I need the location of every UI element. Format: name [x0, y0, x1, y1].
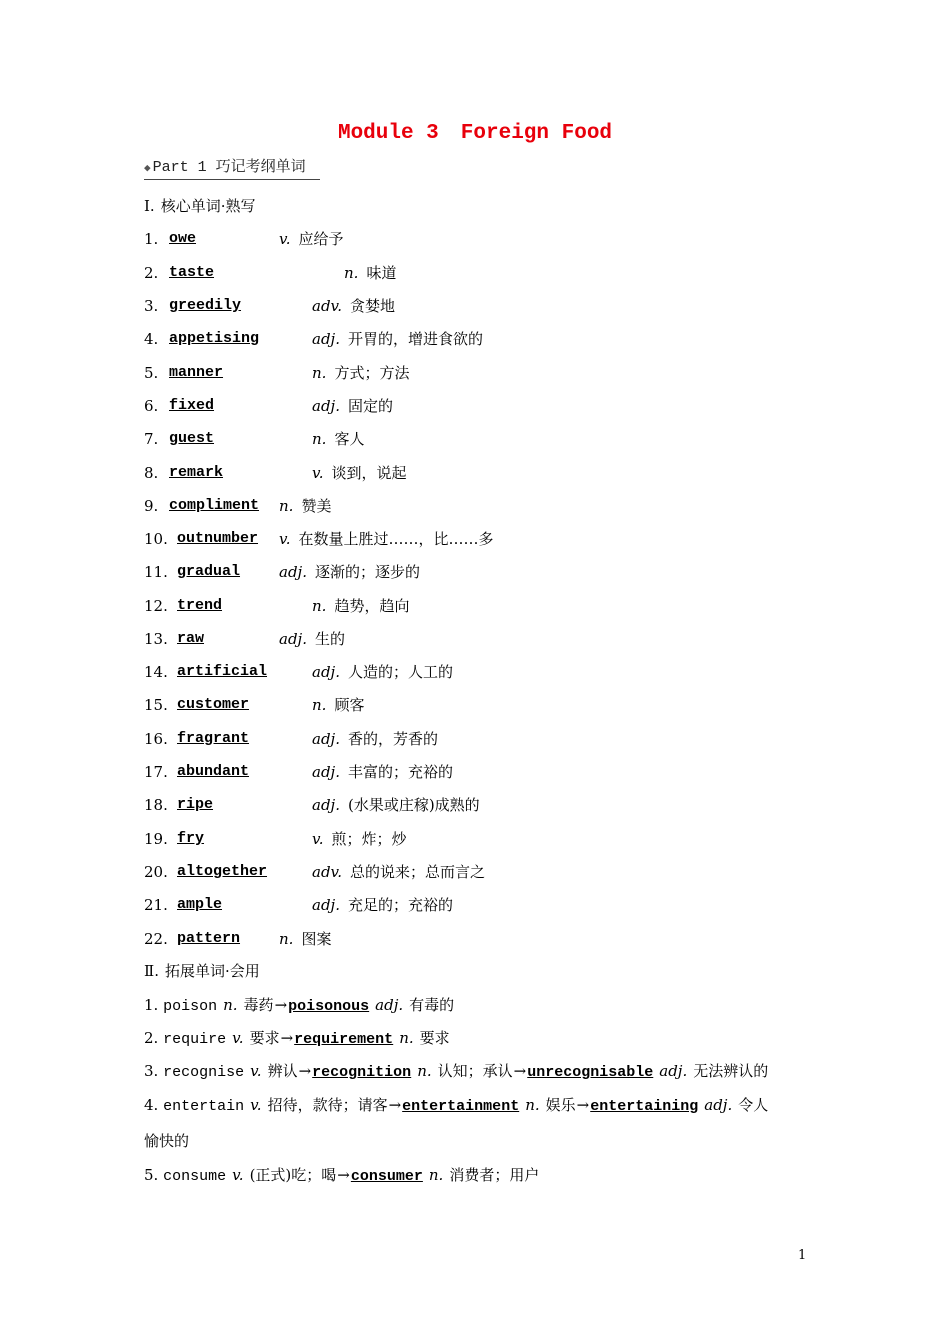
- answer-word: owe: [169, 230, 197, 247]
- arrow-icon: →: [513, 1062, 527, 1080]
- answer-word: altogether: [177, 863, 268, 880]
- part-of-speech: n. 客人: [312, 430, 365, 448]
- ext-item-2: 2. require v. 要求→requirement n. 要求: [144, 1029, 450, 1048]
- chinese-meaning: 充足的；充裕的: [347, 896, 453, 914]
- arrow-icon: →: [298, 1062, 312, 1080]
- item-number: 5.: [144, 364, 159, 382]
- part-of-speech: adv. 总的说来；总而言之: [312, 863, 486, 881]
- item-number: 11.: [144, 563, 168, 581]
- section-label: 拓展单词·会用: [164, 962, 260, 980]
- section-roman: Ⅱ.: [144, 962, 159, 980]
- arrow-icon: →: [274, 996, 288, 1014]
- answer-word: greedily: [169, 297, 242, 314]
- item-number: 13.: [144, 630, 168, 648]
- answer-word: compliment: [169, 497, 260, 514]
- chinese-meaning: 味道: [366, 264, 397, 282]
- arrow-icon: →: [388, 1096, 402, 1114]
- part-of-speech: v. 应给予: [279, 230, 344, 248]
- answer: poisonous: [288, 998, 370, 1015]
- part-of-speech: adv. 贪婪地: [312, 297, 396, 315]
- item-number: 21.: [144, 896, 168, 914]
- item-number: 10.: [144, 530, 168, 548]
- answer-word: abundant: [177, 763, 250, 780]
- chinese-meaning: (水果或庄稼)成熟的: [347, 796, 480, 814]
- part-of-speech: v. 在数量上胜过……，比……多: [279, 530, 494, 548]
- part-of-speech: adj. 人造的；人工的: [312, 663, 453, 681]
- chinese-meaning: 生的: [314, 630, 345, 648]
- core-word-item: [144, 228, 344, 250]
- chinese-meaning: 开胃的，增进食欲的: [347, 330, 483, 348]
- item-number: 19.: [144, 830, 168, 848]
- part-of-speech: adj. 开胃的，增进食欲的: [312, 330, 483, 348]
- core-word-item: [144, 728, 438, 750]
- answer-word: guest: [169, 430, 215, 447]
- chinese-meaning: 在数量上胜过……，比……多: [298, 530, 494, 548]
- page-number: 1: [798, 1248, 807, 1263]
- core-word-item: [144, 428, 365, 450]
- core-word-item: [144, 561, 420, 583]
- item-number: 16.: [144, 730, 168, 748]
- arrow-icon: →: [337, 1166, 350, 1184]
- core-word-item: [144, 495, 332, 517]
- arrow-icon: →: [280, 1029, 294, 1047]
- core-word-item: [144, 295, 396, 317]
- chinese-meaning: 人造的；人工的: [347, 663, 453, 681]
- chinese-meaning: 丰富的；充裕的: [347, 763, 453, 781]
- chinese-meaning: 方式；方法: [334, 364, 410, 382]
- core-word-item: [144, 528, 494, 550]
- part-of-speech: n. 方式；方法: [312, 364, 410, 382]
- answer: entertainment: [402, 1098, 520, 1115]
- ext-item-4-continued: 愉快的: [144, 1132, 190, 1150]
- core-word-item: [144, 794, 480, 816]
- item-number: 2.: [144, 264, 159, 282]
- answer: unrecognisable: [527, 1064, 654, 1081]
- chinese-meaning: 客人: [334, 430, 365, 448]
- part-heading: [144, 158, 320, 180]
- chinese-meaning: 趋势，趋向: [334, 597, 410, 615]
- answer-word: appetising: [169, 330, 260, 347]
- core-word-item: [144, 595, 410, 617]
- part-of-speech: v. 煎；炸；炒: [312, 830, 407, 848]
- ext-item-1: 1. poison n. 毒药→poisonous adj. 有毒的: [144, 996, 455, 1015]
- core-word-item: [144, 628, 345, 650]
- part-of-speech: n. 趋势，趋向: [312, 597, 410, 615]
- answer-word: outnumber: [177, 530, 259, 547]
- chinese-meaning: 逐渐的；逐步的: [314, 563, 420, 581]
- answer-word: remark: [169, 464, 224, 481]
- section-ext-heading: [144, 960, 260, 982]
- core-word-item: [144, 395, 393, 417]
- chinese-meaning: 谈到，说起: [331, 464, 407, 482]
- answer-word: ripe: [177, 796, 214, 813]
- answer-word: fry: [177, 830, 205, 847]
- item-number: 8.: [144, 464, 159, 482]
- ext-item-3: 3. recognise v. 辨认→recognition n. 认知；承认→unrecognisable adj. 无法辨认的: [144, 1062, 769, 1081]
- chinese-meaning: 固定的: [347, 397, 393, 415]
- chinese-meaning: 图案: [301, 930, 332, 948]
- item-number: 1.: [144, 230, 159, 248]
- chinese-meaning: 赞美: [301, 497, 332, 515]
- section-label: 核心单词·熟写: [160, 197, 256, 215]
- core-word-item: [144, 262, 397, 284]
- answer-word: fixed: [169, 397, 215, 414]
- item-number: 6.: [144, 397, 159, 415]
- answer-word: gradual: [177, 563, 241, 580]
- part-of-speech: adj. 生的: [279, 630, 345, 648]
- core-word-item: [144, 362, 410, 384]
- page-title: [0, 122, 950, 145]
- item-number: 15.: [144, 696, 168, 714]
- core-word-item: [144, 894, 453, 916]
- answer-word: manner: [169, 364, 224, 381]
- chinese-meaning: 煎；炸；炒: [331, 830, 407, 848]
- core-word-item: [144, 462, 407, 484]
- part-of-speech: n. 味道: [344, 264, 397, 282]
- item-number: 4.: [144, 330, 159, 348]
- core-word-item: [144, 328, 483, 350]
- part-of-speech: v. 谈到，说起: [312, 464, 407, 482]
- answer-word: customer: [177, 696, 250, 713]
- answer-word: artificial: [177, 663, 268, 680]
- part-of-speech: adj. (水果或庄稼)成熟的: [312, 796, 480, 814]
- item-number: 3.: [144, 297, 159, 315]
- answer: consumer: [350, 1168, 423, 1185]
- answer: entertaining: [590, 1098, 699, 1115]
- answer-word: taste: [169, 264, 215, 281]
- chinese-meaning: 香的，芳香的: [347, 730, 438, 748]
- core-word-item: [144, 928, 332, 950]
- part-of-speech: n. 顾客: [312, 696, 365, 714]
- title-topic: Foreign Food: [460, 122, 613, 145]
- section-core-heading: [144, 195, 255, 217]
- part-label: Part 1 巧记考纲单词: [152, 159, 306, 176]
- item-number: 14.: [144, 663, 168, 681]
- answer: requirement: [294, 1031, 394, 1048]
- chinese-meaning: 顾客: [334, 696, 365, 714]
- answer-word: fragrant: [177, 730, 250, 747]
- chinese-meaning: 总的说来；总而言之: [350, 863, 486, 881]
- core-word-item: [144, 828, 407, 850]
- diamond-icon: ◆: [144, 163, 151, 175]
- part-of-speech: adj. 逐渐的；逐步的: [279, 563, 420, 581]
- core-word-item: [144, 694, 365, 716]
- answer-word: ample: [177, 896, 223, 913]
- item-number: 17.: [144, 763, 168, 781]
- item-number: 22.: [144, 930, 168, 948]
- part-of-speech: adj. 固定的: [312, 397, 393, 415]
- answer-word: raw: [177, 630, 205, 647]
- part-of-speech: adj. 香的，芳香的: [312, 730, 438, 748]
- section-roman: Ⅰ.: [144, 197, 155, 215]
- chinese-meaning: 应给予: [298, 230, 344, 248]
- title-module: Module 3: [337, 122, 439, 145]
- answer: recognition: [312, 1064, 412, 1081]
- core-word-item: [144, 861, 486, 883]
- item-number: 7.: [144, 430, 159, 448]
- ext-item-5: 5. consume v. (正式)吃；喝→consumer n. 消费者；用户: [144, 1166, 540, 1185]
- ext-item-4: 4. entertain v. 招待，款待；请客→entertainment n. 娱乐→entertaining adj. 令人: [144, 1096, 769, 1115]
- core-word-item: [144, 661, 453, 683]
- part-of-speech: adj. 充足的；充裕的: [312, 896, 453, 914]
- core-word-item: [144, 761, 453, 783]
- item-number: 20.: [144, 863, 168, 881]
- answer-word: pattern: [177, 930, 241, 947]
- item-number: 12.: [144, 597, 168, 615]
- part-of-speech: adj. 丰富的；充裕的: [312, 763, 453, 781]
- arrow-icon: →: [576, 1096, 590, 1114]
- part-of-speech: n. 赞美: [279, 497, 332, 515]
- part-of-speech: n. 图案: [279, 930, 332, 948]
- answer-word: trend: [177, 597, 223, 614]
- item-number: 9.: [144, 497, 159, 515]
- item-number: 18.: [144, 796, 168, 814]
- chinese-meaning: 贪婪地: [350, 297, 396, 315]
